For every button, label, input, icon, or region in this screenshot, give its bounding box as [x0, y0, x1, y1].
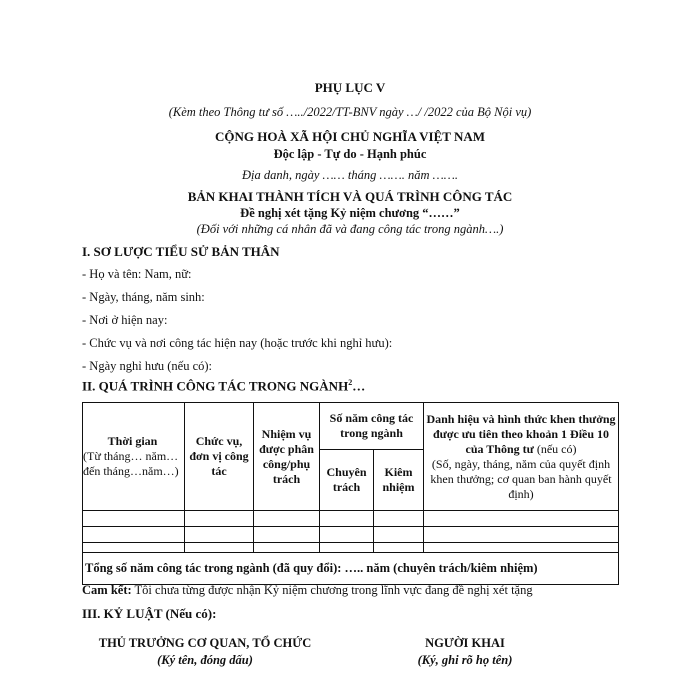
header-years-part-time: Kiêm nhiệm — [374, 450, 424, 511]
form-title: BẢN KHAI THÀNH TÍCH VÀ QUÁ TRÌNH CÔNG TÁC — [187, 189, 513, 204]
section-2-heading: II. QUÁ TRÌNH CÔNG TÁC TRONG NGÀNH$^2$… — [82, 378, 366, 394]
form-subtitle: Đề nghị xét tặng Kỷ niệm chương “……” — [240, 206, 460, 220]
field-residence: - Nơi ở hiện nay: — [82, 313, 168, 327]
form-note: (Đối với những cá nhân đã và đang công tác trong ngành….) — [196, 222, 504, 236]
header-years: Số năm công tác trong ngành — [320, 403, 424, 450]
commitment: Cam kết: Tôi chưa từng được nhận Kỷ niệm chương trong lĩnh vực đang đề nghị xét tặng — [82, 583, 533, 597]
signature-left-title: THỦ TRƯỞNG CƠ QUAN, TỔ CHỨC — [98, 636, 312, 650]
national-title: CỘNG HOÀ XÃ HỘI CHỦ NGHĨA VIỆT NAM — [214, 129, 486, 144]
field-position-workplace: - Chức vụ và nơi công tác hiện nay (hoặc trước khi nghỉ hưu): — [82, 336, 393, 350]
appendix-title: PHỤ LỤC V — [314, 80, 386, 95]
appendix-subtitle: (Kèm theo Thông tư số …../2022/TT-BNV ngày …/ /2022 của Bộ Nội vụ) — [168, 105, 532, 119]
field-name-gender: - Họ và tên: Nam, nữ: — [82, 267, 192, 281]
header-years-full-time: Chuyên trách — [320, 450, 374, 511]
total-years-row: Tổng số năm công tác trong ngành (đã quy đổi): ….. năm (chuyên trách/kiêm nhiệm) — [83, 553, 619, 585]
work-history-table — [82, 402, 619, 585]
field-retirement-date: - Ngày nghỉ hưu (nếu có): — [82, 359, 213, 373]
table-row — [83, 543, 619, 553]
section-1-heading: I. SƠ LƯỢC TIỂU SỬ BẢN THÂN — [82, 244, 280, 259]
field-birth-date: - Ngày, tháng, năm sinh: — [82, 290, 205, 304]
header-duty: Nhiệm vụ được phân công/phụ trách — [254, 403, 320, 511]
signature-right-title: NGƯỜI KHAI — [425, 636, 505, 650]
header-position: Chức vụ, đơn vị công tác — [185, 403, 254, 511]
section-3-heading: III. KỶ LUẬT (Nếu có): — [82, 606, 217, 621]
table-row — [83, 527, 619, 543]
place-date: Địa danh, ngày …… tháng ……. năm ……. — [242, 168, 458, 182]
signature-left-note: (Ký tên, đóng dấu) — [157, 653, 253, 667]
signature-right-note: (Ký, ghi rõ họ tên) — [417, 653, 513, 667]
header-award: Danh hiệu và hình thức khen thưởng được ưu tiên theo khoản 1 Điều 10 của Thông tư (nếu có) (Số, ngày, tháng, năm của quyết định khen thưởng; cơ quan ban hành quyết định) — [424, 403, 619, 511]
header-time: Thời gian (Từ tháng… năm… đến tháng…năm…) — [83, 403, 185, 511]
motto: Độc lập - Tự do - Hạnh phúc — [273, 147, 427, 161]
table-row — [83, 511, 619, 527]
